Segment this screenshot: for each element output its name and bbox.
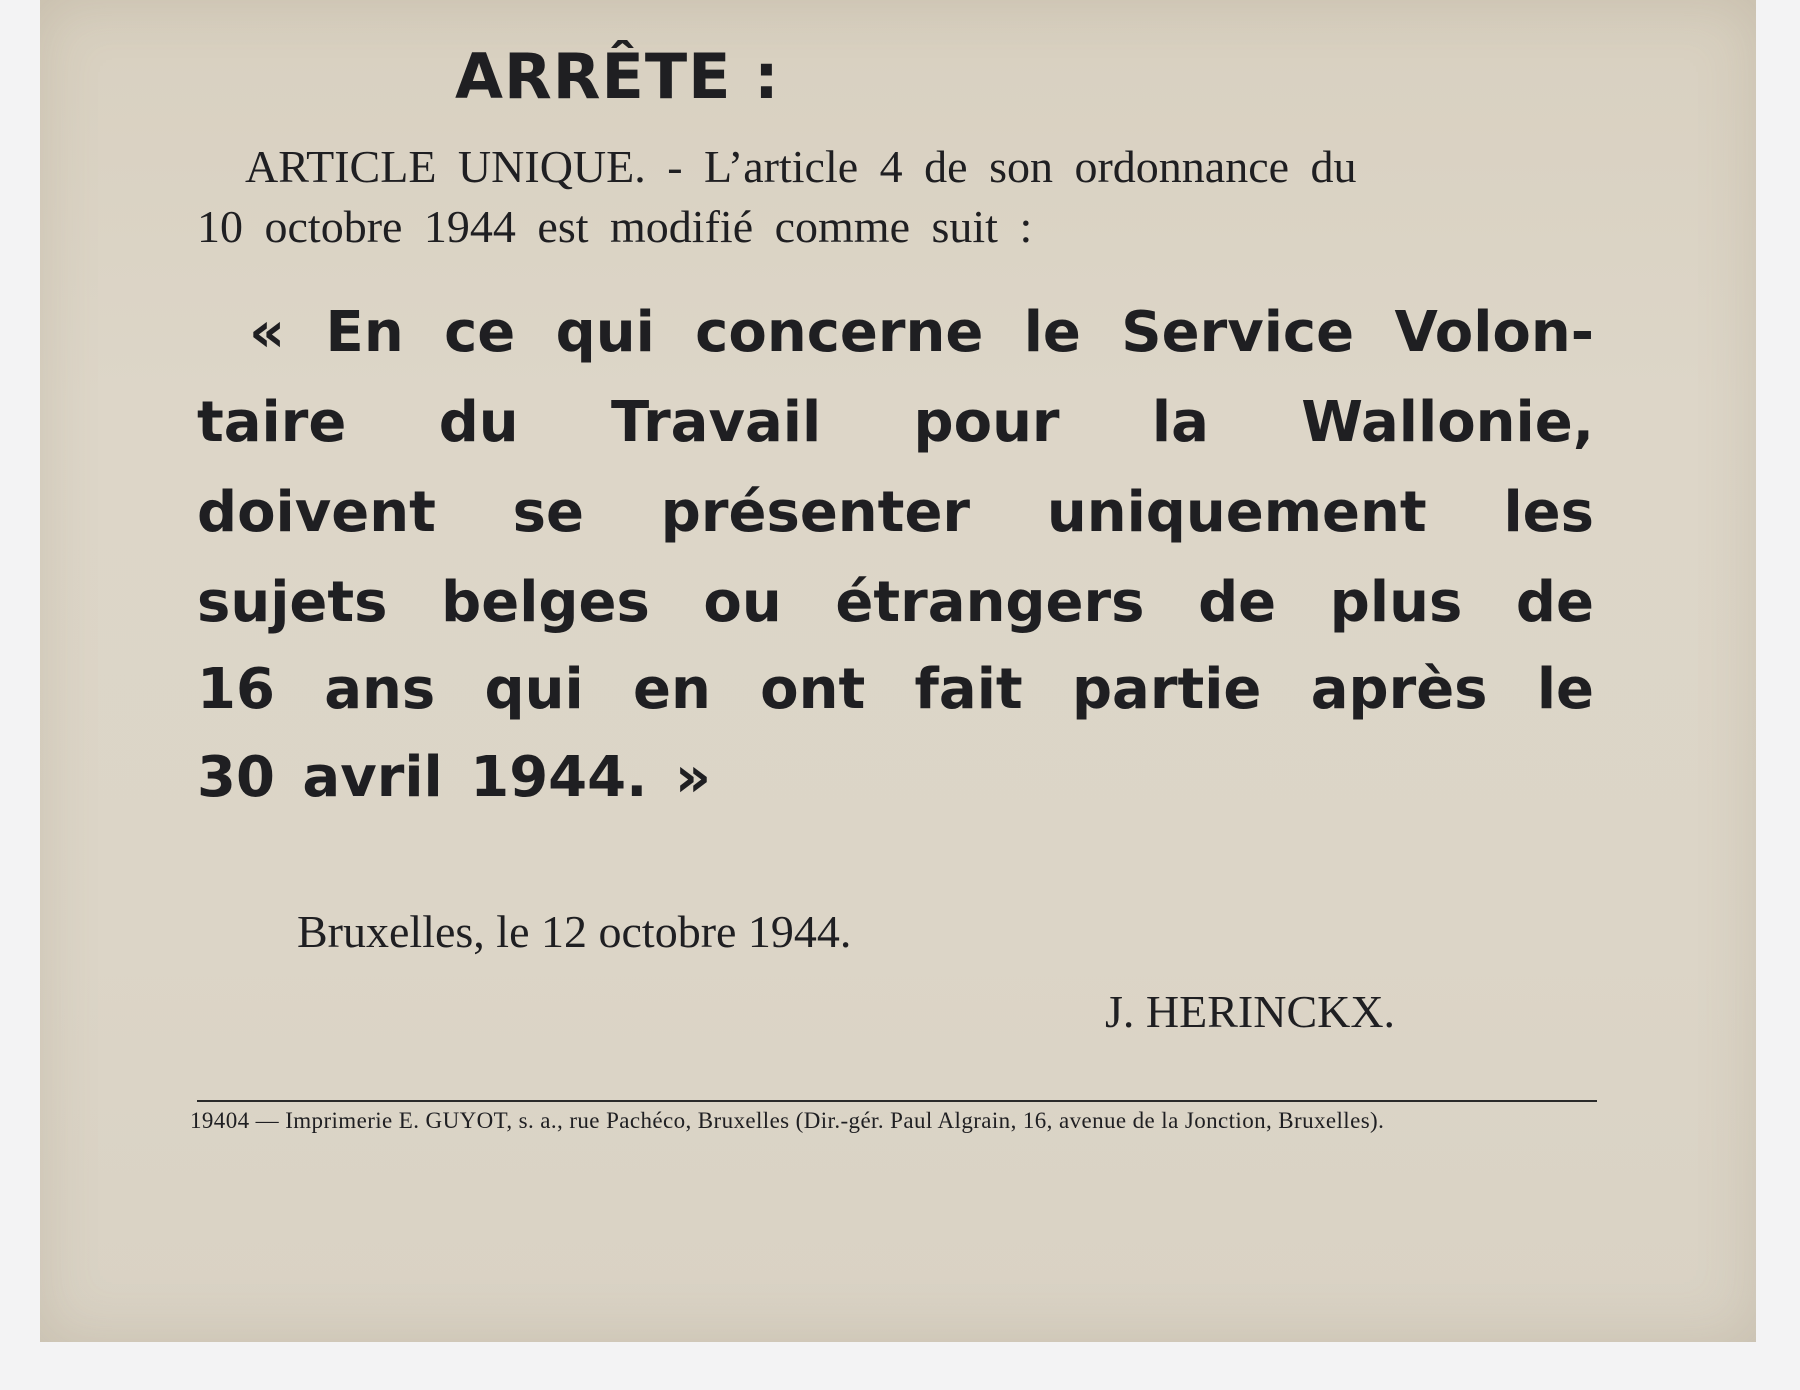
- decree-text-line: 30 avril 1944. »: [197, 745, 712, 810]
- footer-divider: [197, 1100, 1597, 1102]
- decree-text-line: « En ce qui concerne le Service Volon-: [249, 300, 1594, 365]
- article-line: 10 octobre 1944 est modifié comme suit :: [197, 201, 1033, 252]
- article-line: ARTICLE UNIQUE. - L’article 4 de son ordonnance du: [245, 141, 1357, 192]
- poster-heading: ARRÊTE :: [455, 40, 780, 113]
- poster-sheet: [40, 0, 1756, 1342]
- printer-imprint: 19404 — Imprimerie E. GUYOT, s. a., rue Pachéco, Bruxelles (Dir.-gér. Paul Algrain, 16, avenue de la Jonction, Bruxelles).: [190, 1108, 1385, 1133]
- signature-name: J. HERINCKX.: [1105, 986, 1396, 1037]
- decree-text-line: taire du Travail pour la Wallonie,: [197, 390, 1594, 455]
- decree-text-line: doivent se présenter uniquement les: [197, 480, 1594, 545]
- decree-text-line: sujets belges ou étrangers de plus de: [197, 570, 1594, 635]
- place-and-date: Bruxelles, le 12 octobre 1944.: [297, 906, 852, 957]
- decree-text-line: 16 ans qui en ont fait partie après le: [197, 657, 1594, 722]
